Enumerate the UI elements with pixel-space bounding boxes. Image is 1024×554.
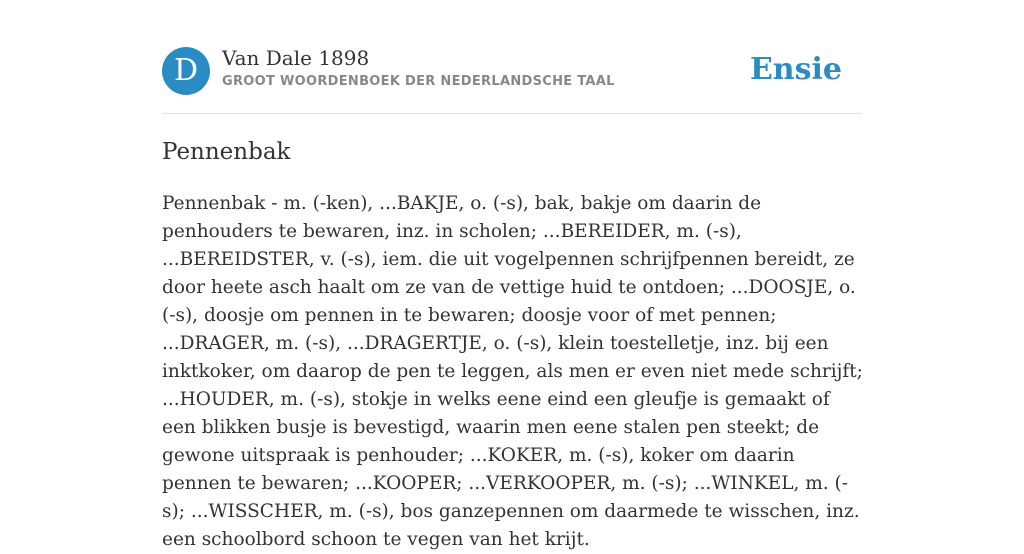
source-title[interactable]: Van Dale 1898 — [222, 46, 370, 70]
ensie-logo[interactable]: Ensie — [749, 52, 842, 87]
source-subtitle: GROOT WOORDENBOEK DER NEDERLANDSCHE TAAL — [222, 74, 615, 89]
source-avatar[interactable]: D — [162, 47, 210, 95]
header-divider — [162, 113, 862, 114]
entry-definition: Pennenbak - m. (-ken), ...BAKJE, o. (-s), bak, bakje om daarin de penhouders te bewaren, inz. in scholen; ...BEREIDER, m. (-s), ...BEREIDSTER, v. (-s), iem. die uit vogelpennen schrijfpennen bereidt, ze door heete asch haalt om ze van de vettige huid te ontdoen; ...DOOSJE, o. (-s), doosje om pennen in te bewaren; doosje voor of met pennen; ...DRAGER, m. (-s), ...DRAGERTJE, o. (-s), klein toestelletje, inz. bij een inktkoker, om daarop de pen te leggen, als men er even niet mede schrijft; ...HOUDER, m. (-s), stokje in welks eene eind een gleufje is gemaakt of een blikken busje is bevestigd, waarin men eene stalen pen steekt; de gewone uitspraak is penhouder; ...KOKER, m. (-s), koker om daarin pennen te bewaren; ...KOOPER; ...VERKOOPER, m. (-s); ...WINKEL, m. (-s); ...WISSCHER, m. (-s), bos ganzepennen om daarmede te wisschen, inz. een schoolbord schoon te vegen van het krijt. — [162, 193, 863, 550]
entry-title: Pennenbak — [162, 139, 291, 165]
source-header — [162, 46, 862, 96]
